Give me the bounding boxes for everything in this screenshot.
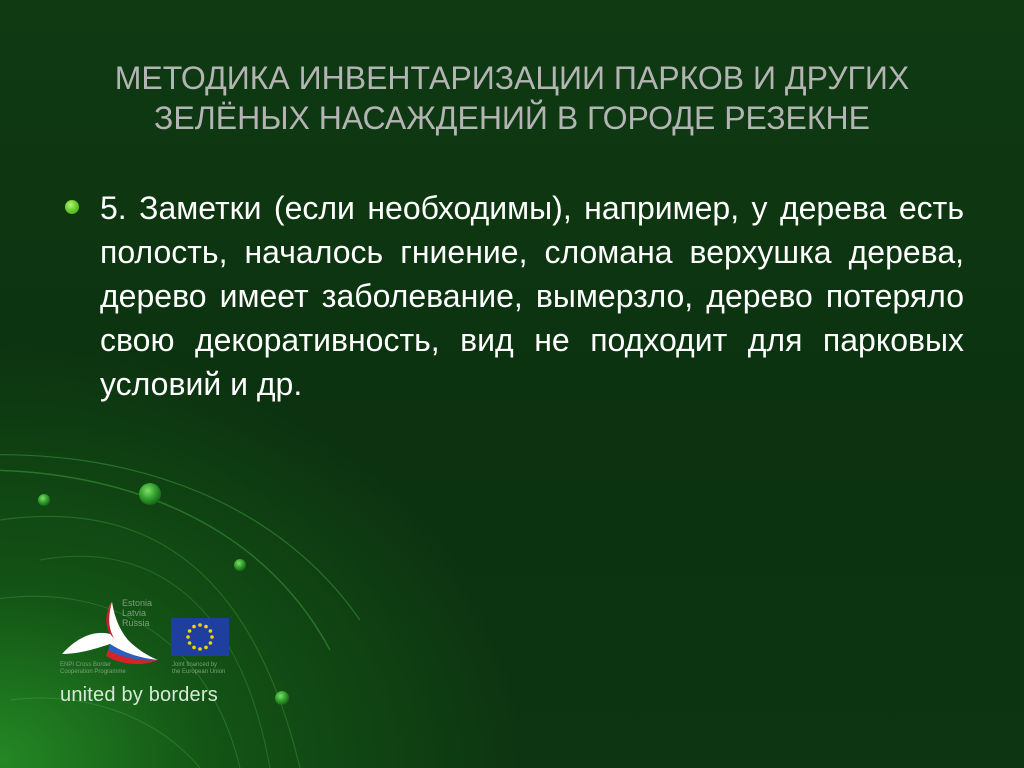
country-list <box>122 598 152 628</box>
decor-orb-large <box>139 483 161 505</box>
eu-caption <box>172 662 225 676</box>
slide-title-line-1: МЕТОДИКА ИНВЕНТАРИЗАЦИИ ПАРКОВ И ДРУГИХ <box>114 60 910 96</box>
country-latvia: Latvia <box>122 608 147 618</box>
programme-caption <box>60 662 126 676</box>
decor-orb-small-3 <box>275 691 289 705</box>
programme-caption-line-1: ENPI Cross Border <box>60 662 112 668</box>
bullet-item <box>60 186 964 406</box>
green-dot-icon <box>65 200 79 214</box>
slide-title-line-2: ЗЕЛЁНЫХ НАСАЖДЕНИЙ В ГОРОДЕ РЕЗЕКНЕ <box>154 100 870 136</box>
country-russia: Russia <box>122 618 150 628</box>
decor-orb-small-2 <box>234 559 246 571</box>
bullet-list <box>60 186 964 406</box>
slide-title <box>60 58 964 138</box>
bullet-text: 5. Заметки (если необходимы), например, у дерева есть полость, началось гниение, сломана верхушка дерева, дерево имеет заболевание, вымерзло, дерево потеряло свою декоративность, вид не подходит для парковых условий и др. <box>100 190 964 402</box>
eu-caption-line-1: Joint financed by <box>172 662 218 668</box>
programme-caption-line-2: Cooperation Programme <box>60 669 126 675</box>
eu-caption-line-2: the European Union <box>172 669 226 675</box>
country-estonia: Estonia <box>122 598 153 608</box>
tagline: united by borders <box>60 684 218 706</box>
decor-orb-small <box>38 494 50 506</box>
eu-flag-icon <box>171 618 229 656</box>
